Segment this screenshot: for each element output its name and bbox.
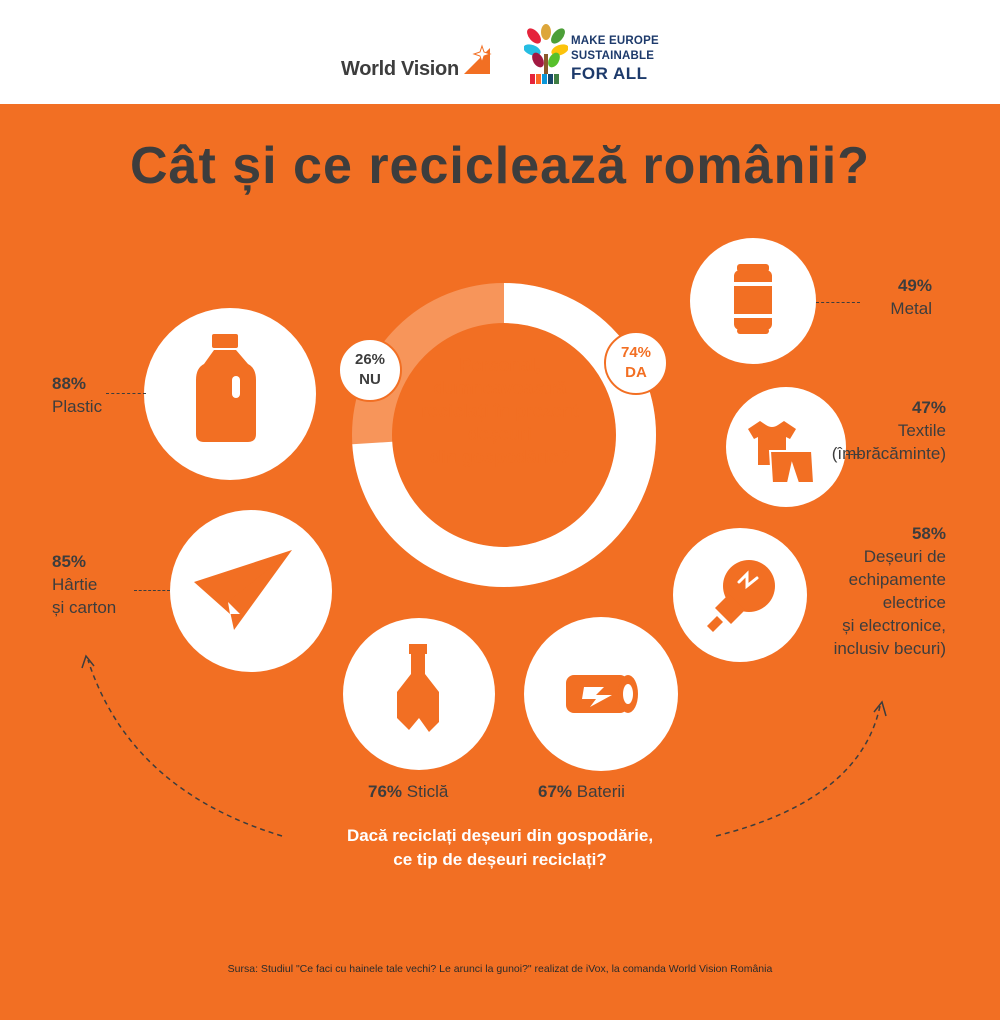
textiles-percent: 47% [911,398,946,417]
electrical-text: și electronice, [842,616,946,635]
world-vision-logo-text: World Vision [341,58,459,80]
electrical-text: echipamente [848,570,946,589]
metal-text: Metal [890,299,932,318]
metal-percent: 49% [897,276,932,295]
electrical-text: electrice [882,593,946,612]
left-arrow [88,660,282,836]
no-label: NU [359,371,381,388]
electrical-text: Deșeuri de [863,547,946,566]
plastic-text: Plastic [52,397,103,416]
survey-question-line: Personal, [459,355,541,375]
textiles-text: (îmbrăcăminte) [831,444,946,463]
survey-question-line: din gospodărie? [429,447,570,467]
source-note: Sursa: Studiul "Ce faci cu hainele tale vechi? Le arunci la gunoi?" realizat de iVox, la comanda World Vision România [227,963,773,975]
yes-percent: 74% [620,344,652,361]
textiles-text: Textile [897,421,946,440]
no-percent: 26% [354,351,386,368]
sdg-line-2: SUSTAINABLE [571,50,655,62]
types-question [250,824,750,872]
survey-question-line: reciclați în prezent [420,401,580,421]
electrical-percent: 58% [911,524,946,543]
survey-question-line: dumneavoastră [433,378,567,398]
batteries-percent: 67% [538,782,573,801]
glass-text: Sticlă [406,782,449,801]
right-arrow [716,706,880,836]
paper-text: și carton [52,598,117,617]
electrical-text: inclusiv becuri) [833,639,946,658]
glass-percent: 76% [368,782,403,801]
types-question-line: Dacă reciclați deșeuri din gospodărie, [346,826,654,845]
types-question-line: ce tip de deșeuri reciclați? [393,850,607,869]
yes-label: DA [625,364,647,381]
sdg-line-3: FOR ALL [571,64,648,83]
paper-percent: 85% [52,552,87,571]
plastic-percent: 88% [52,374,87,393]
batteries-text: Baterii [576,782,625,801]
sdg-line-1: MAKE EUROPE [571,35,659,47]
survey-question-line: deșeuri [467,424,533,444]
paper-text: Hârtie [52,575,98,594]
page-title: Cât și ce reciclează românii? [129,137,870,195]
